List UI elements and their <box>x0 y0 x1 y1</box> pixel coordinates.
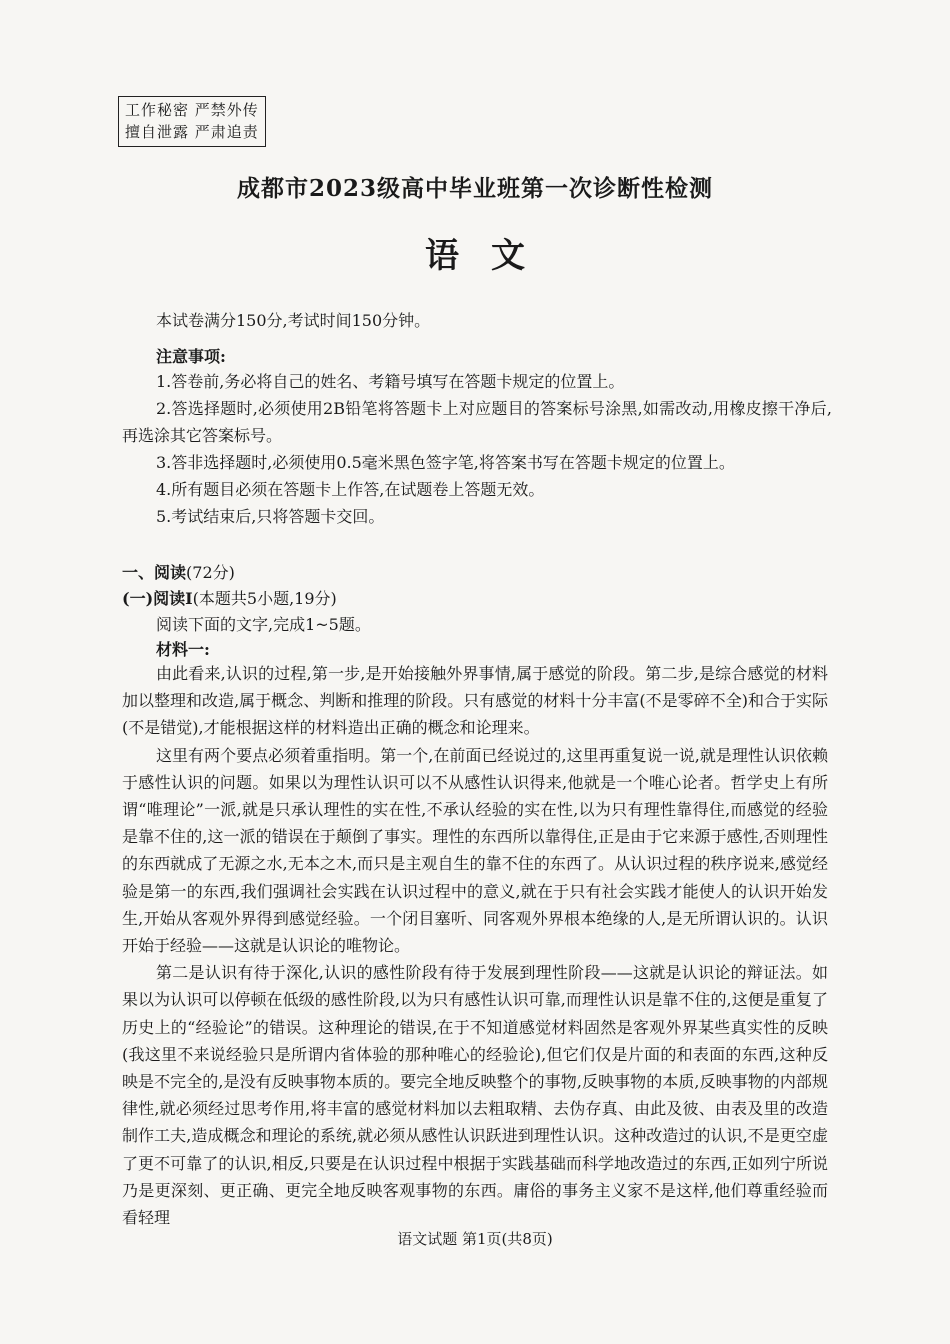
passage-paragraph: 由此看来,认识的过程,第一步,是开始接触外界事情,属于感觉的阶段。第二步,是综合感觉的材料加以整理和改造,属于概念、判断和推理的阶段。只有感觉的材料十分丰富(不是零碎不全)和合于实际(不是错觉),才能根据这样的材料造出正确的概念和论理来。 <box>122 664 828 738</box>
section-label: 一、阅读 <box>122 563 187 582</box>
exam-intro: 本试卷满分150分,考试时间150分钟。 <box>156 311 431 330</box>
subject-title: 语文 <box>425 236 557 276</box>
notes-list <box>122 368 832 530</box>
stamp-line-2: 擅自泄露 严肃追责 <box>125 123 259 141</box>
note-item: 2.答选择题时,必须使用2B铅笔将答题卡上对应题目的答案标号涂黑,如需改动,用橡皮擦干净后,再选涂其它答案标号。 <box>122 399 832 445</box>
reading-passage <box>122 660 828 1231</box>
note-item: 3.答非选择题时,必须使用0.5毫米黑色签字笔,将答案书写在答题卡规定的位置上。 <box>156 453 735 472</box>
reading-instruction: 阅读下面的文字,完成1~5题。 <box>156 615 371 634</box>
note-item: 5.考试结束后,只将答题卡交回。 <box>156 507 385 526</box>
section-heading <box>122 560 235 583</box>
subsection-heading <box>122 586 337 609</box>
subsection-label: (一)阅读Ⅰ <box>122 589 193 608</box>
subsection-points: (本题共5小题,19分) <box>192 589 337 608</box>
material-heading: 材料一: <box>156 640 210 659</box>
passage-paragraph: 第二是认识有待于深化,认识的感性阶段有待于发展到理性阶段——这就是认识论的辩证法。如果以为认识可以停顿在低级的感性阶段,以为只有感性认识可靠,而理性认识是靠不住的,这便是重复了历史上的“经验论”的错误。这种理论的错误,在于不知道感觉材料固然是客观外界某些真实性的反映(我这里不来说经验只是所谓内省体验的那种唯心的经验论),但它们仅是片面的和表面的东西,这种反映是不完全的,是没有反映事物本质的。要完全地反映整个的事物,反映事物的本质,反映事物的内部规律性,就必须经过思考作用,将丰富的感觉材料加以去粗取精、去伪存真、由此及彼、由表及里的改造制作工夫,造成概念和理论的系统,就必须从感性认识跃进到理性认识。这种改造过的认识,不是更空虚了更不可靠了的认识,相反,只要是在认识过程中根据于实践基础而科学地改造过的东西,正如列宁所说乃是更深刻、更正确、更完全地反映客观事物的东西。庸俗的事务主义家不是这样,他们尊重经验而看轻理 <box>122 963 828 1228</box>
section-points: (72分) <box>186 563 235 582</box>
page-footer: 语文试题 第1页(共8页) <box>397 1230 553 1248</box>
exam-title: 成都市2023级高中毕业班第一次诊断性检测 <box>236 175 713 202</box>
passage-paragraph: 这里有两个要点必须着重指明。第一个,在前面已经说过的,这里再重复说一说,就是理性认识依赖于感性认识的问题。如果以为理性认识可以不从感性认识得来,他就是一个唯心论者。哲学史上有所谓“唯理论”一派,就是只承认理性的实在性,不承认经验的实在性,以为只有理性靠得住,而感觉的经验是靠不住的,这一派的错误在于颠倒了事实。理性的东西所以靠得住,正是由于它来源于感性,否则理性的东西就成了无源之水,无本之木,而只是主观自生的靠不住的东西了。从认识过程的秩序说来,感觉经验是第一的东西,我们强调社会实践在认识过程中的意义,就在于只有社会实践才能使人的认识开始发生,开始从客观外界得到感觉经验。一个闭目塞听、同客观外界根本绝缘的人,是无所谓认识的。认识开始于经验——这就是认识论的唯物论。 <box>122 745 828 956</box>
note-item: 4.所有题目必须在答题卡上作答,在试题卷上答题无效。 <box>156 480 545 499</box>
notes-heading: 注意事项: <box>156 347 226 366</box>
confidential-stamp <box>118 96 266 147</box>
note-item: 1.答卷前,务必将自己的姓名、考籍号填写在答题卡规定的位置上。 <box>156 372 625 391</box>
stamp-line-1: 工作秘密 严禁外传 <box>125 101 259 119</box>
